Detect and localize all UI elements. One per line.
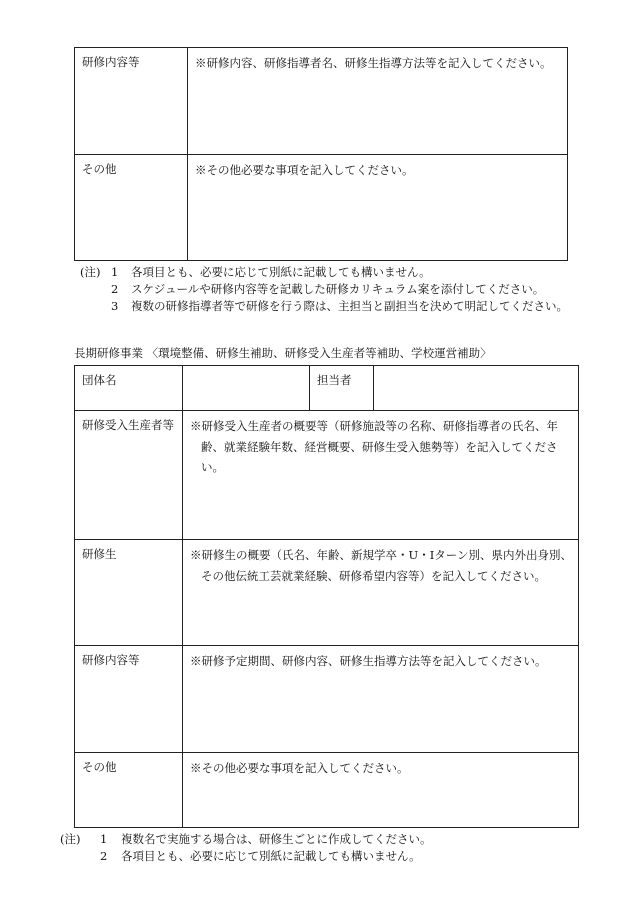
row-description: ※その他必要な事項を記入してください。: [190, 761, 409, 775]
row-label: その他: [75, 155, 188, 261]
row-description-cell[interactable]: [188, 155, 568, 261]
notes-lead: (注): [60, 832, 81, 846]
note-number: 2: [100, 849, 108, 863]
note-text: 各項目とも、必要に応じて別紙に記載しても構いません。: [121, 849, 421, 863]
section-caption: 長期研修事業 〈環境整備、研修生補助、研修受入生産者等補助、学校運営補助〉: [74, 346, 492, 360]
note-number: 1: [111, 265, 119, 279]
contact-person-label: 担当者: [310, 366, 374, 411]
note-number: 2: [111, 282, 119, 296]
row-description-cell[interactable]: [183, 646, 579, 753]
note-text: スケジュールや研修内容等を記載した研修カリキュラム案を添付してください。: [131, 282, 545, 296]
row-description: ※その他必要な事項を記入してください。: [195, 163, 414, 177]
row-label: 研修生: [75, 540, 183, 646]
row-description-cell[interactable]: [188, 48, 568, 155]
contact-person-field[interactable]: [374, 366, 579, 411]
notes-lead: (注): [80, 265, 101, 279]
row-description-cell[interactable]: [183, 540, 579, 646]
row-description: ※研修内容、研修指導者名、研修生指導方法等を記入してください。: [195, 56, 552, 70]
org-name-field[interactable]: [183, 366, 310, 411]
row-label: 研修内容等: [75, 48, 188, 155]
note-text: 複数名で実施する場合は、研修生ごとに作成してください。: [121, 832, 432, 846]
row-description: ※研修予定期間、研修内容、研修生指導方法等を記入してください。: [190, 654, 547, 668]
org-name-label: 団体名: [75, 366, 183, 411]
row-description-cell[interactable]: [183, 411, 579, 540]
note-number: 3: [111, 299, 119, 313]
row-description: ※研修生の概要（氏名、年齢、新規学卒・U・Iターン別、県内外出身別、その他伝統工芸就業経験、研修希望内容等）を記入してください。: [190, 548, 573, 583]
row-description-cell[interactable]: [183, 753, 579, 828]
note-text: 各項目とも、必要に応じて別紙に記載しても構いません。: [131, 265, 431, 279]
table-row: [75, 155, 568, 261]
note-text: 複数の研修指導者等で研修を行う際は、主担当と副担当を決めて明記してください。: [131, 299, 568, 313]
row-label: その他: [75, 753, 183, 828]
row-description: ※研修受入生産者の概要等（研修施設等の名称、研修指導者の氏名、年齢、就業経験年数、経営概要、研修生受入態勢等）を記入してください。: [190, 419, 558, 475]
table-row: [75, 753, 579, 828]
long-term-training-table: [74, 365, 579, 828]
table-row: [75, 540, 579, 646]
table-row: [75, 48, 568, 155]
row-label: 研修受入生産者等: [75, 411, 183, 540]
note-number: 1: [100, 832, 108, 846]
table-row: [75, 411, 579, 540]
training-plan-table-continued: [74, 47, 568, 261]
row-label: 研修内容等: [75, 646, 183, 753]
table-row: [75, 366, 579, 411]
table-row: [75, 646, 579, 753]
